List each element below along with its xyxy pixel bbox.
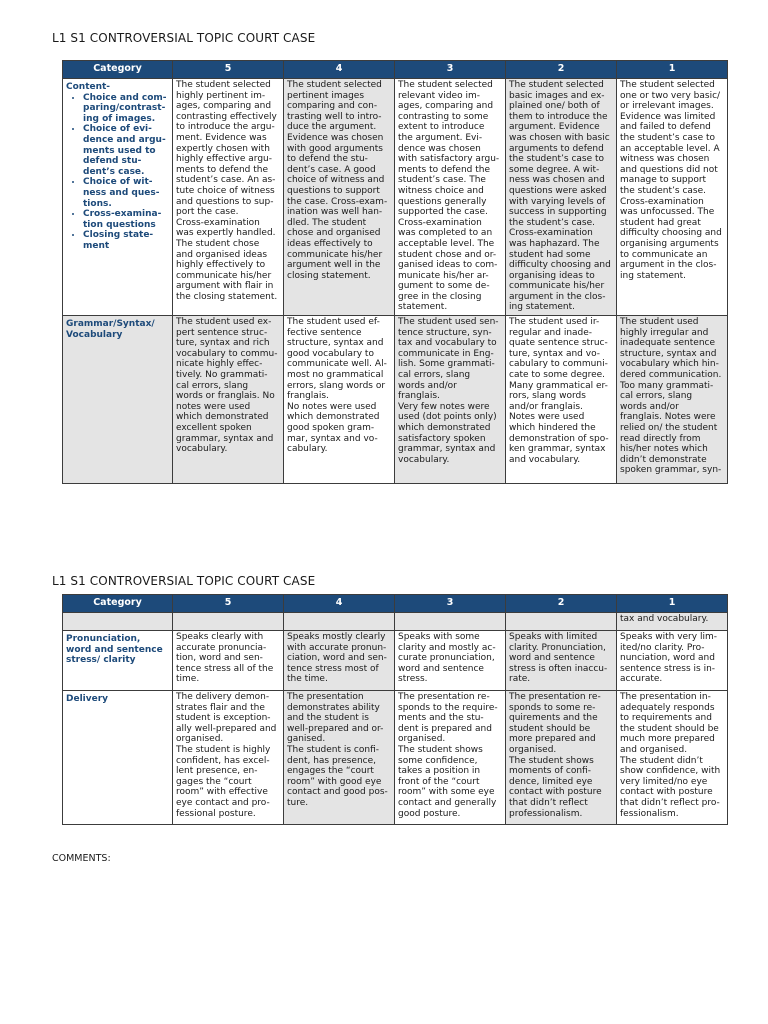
- rubric-table: [62, 594, 728, 825]
- cell-continuation: tax and vocabulary.: [617, 613, 728, 631]
- table-row: [63, 613, 728, 631]
- comments-label: COMMENTS:: [52, 853, 111, 864]
- table-row: [63, 316, 728, 484]
- category-label: Content-: [66, 82, 111, 92]
- cell-score-5: The student selected highly pertinent im- ages, comparing and contrasting effectively to introduce the argu- ment. Evidence was expertly chosen with highly effective argu- ments to defend the student’s case. An as- tute choice of witness and questions to sup- port the case. Cross-examination was expertly handled. The student chose and organised ideas highly effectively to communicate his/her argument with flair in the closing statement.: [173, 79, 284, 316]
- cell-empty: [506, 613, 617, 631]
- table-row: [63, 631, 728, 691]
- header-category: Category: [63, 595, 173, 613]
- header-score-5: 5: [173, 61, 284, 79]
- cell-score-2: The presentation re- sponds to some re- quirements and the student should be more prepared and organised. The student shows moments of confi- dence, limited eye contact with posture that didn’t reflect professionalism.: [506, 691, 617, 825]
- list-item: • Closing state- ment: [83, 230, 169, 251]
- cell-empty: [395, 613, 506, 631]
- list-item: • Choice and com- paring/contrast- ing of images.: [83, 93, 169, 125]
- cell-score-1: Speaks with very lim- ited/no clarity. Pro- nunciation, word and sentence stress is in- accurate.: [617, 631, 728, 691]
- header-score-2: 2: [506, 61, 617, 79]
- header-score-3: 3: [395, 595, 506, 613]
- header-row: [63, 595, 728, 613]
- header-category: Category: [63, 61, 173, 79]
- header-score-2: 2: [506, 595, 617, 613]
- list-item: • Cross-examina- tion questions: [83, 209, 169, 230]
- criteria-list: [66, 93, 169, 252]
- table-row: [63, 79, 728, 316]
- cell-empty: [284, 613, 395, 631]
- rubric-table: [62, 60, 728, 484]
- cell-score-2: The student used ir- regular and inade- quate sentence struc- ture, syntax and vo- cabulary to communi- cate to some degree. Many grammatical er- rors, slang words and/or franglais. Notes were used which hindered the demonstration of spo- ken grammar, syntax and vocabulary.: [506, 316, 617, 484]
- cell-empty: [173, 613, 284, 631]
- cell-empty: [63, 613, 173, 631]
- header-score-4: 4: [284, 595, 395, 613]
- header-score-5: 5: [173, 595, 284, 613]
- list-item: • Choice of evi- dence and argu- ments used to defend stu- dent’s case.: [83, 124, 169, 177]
- cell-score-2: Speaks with limited clarity. Pronunciation, word and sentence stress is often inaccu- rate.: [506, 631, 617, 691]
- page-title: L1 S1 CONTROVERSIAL TOPIC COURT CASE: [52, 574, 316, 588]
- category-delivery: Delivery: [63, 691, 173, 825]
- cell-score-5: The delivery demon- strates flair and the student is exception- ally well-prepared and organised. The student is highly confident, has excel- lent presence, en- gages the “court room” with effective eye contact and pro- fessional posture.: [173, 691, 284, 825]
- header-score-1: 1: [617, 61, 728, 79]
- cell-score-4: Speaks mostly clearly with accurate pronun- ciation, word and sen- tence stress most of the time.: [284, 631, 395, 691]
- cell-score-2: The student selected basic images and ex- plained one/ both of them to introduce the argument. Evidence was chosen with basic arguments to defend the student’s case to some degree. A wit- ness was chosen and questions were asked with varying levels of success in supporting the student’s case. Cross-examination was haphazard. The student had some difficulty choosing and organising ideas to communicate his/her argument in the clos- ing statement.: [506, 79, 617, 316]
- cell-score-4: The student used ef- fective sentence structure, syntax and good vocabulary to communicate well. Al- most no grammatical errors, slang words or franglais. No notes were used which demonstrated good spoken gram- mar, syntax and vo- cabulary.: [284, 316, 395, 484]
- cell-score-3: Speaks with some clarity and mostly ac- curate pronunciation, word and sentence stress.: [395, 631, 506, 691]
- header-score-4: 4: [284, 61, 395, 79]
- cell-score-4: The student selected pertinent images comparing and con- trasting well to intro- duce the argument. Evidence was chosen with good arguments to defend the stu- dent’s case. A good choice of witness and questions to support the case. Cross-exam- ination was well han- dled. The student chose and organised ideas effectively to communicate his/her argument well in the closing statement.: [284, 79, 395, 316]
- cell-score-1: The presentation in- adequately responds to requirements and the student should be much more prepared and organised. The student didn’t show confidence, with very limited/no eye contact with posture that didn’t reflect pro- fessionalism.: [617, 691, 728, 825]
- header-row: [63, 61, 728, 79]
- page-title: L1 S1 CONTROVERSIAL TOPIC COURT CASE: [52, 31, 316, 45]
- cell-score-4: The presentation demonstrates ability and the student is well-prepared and or- ganised. The student is confi- dent, has presence, engages the “court room” with good eye contact and good pos- ture.: [284, 691, 395, 825]
- cell-score-3: The student selected relevant video im- ages, comparing and contrasting to some extent to introduce the argument. Evi- dence was chosen with satisfactory argu- ments to defend the student’s case. The witness choice and questions generally supported the case. Cross-examination was completed to an acceptable level. The student chose and or- ganised ideas to com- municate his/her ar- gument to some de- gree in the closing statement.: [395, 79, 506, 316]
- cell-score-5: Speaks clearly with accurate pronuncia- tion, word and sen- tence stress all of the time.: [173, 631, 284, 691]
- table-row: [63, 691, 728, 825]
- cell-score-1: The student selected one or two very basic/ or irrelevant images. Evidence was limited and failed to defend the student’s case to an acceptable level. A witness was chosen and questions did not manage to support the student’s case. Cross-examination was unfocussed. The student had great difficulty choosing and organising arguments to communicate an argument in the clos- ing statement.: [617, 79, 728, 316]
- list-item: • Choice of wit- ness and ques- tions.: [83, 177, 169, 209]
- cell-score-1: The student used highly irregular and inadequate sentence structure, syntax and vocabulary which hin- dered communication. Too many grammati- cal errors, slang words and/or franglais. Notes were relied on/ the student read directly from his/her notes which didn’t demonstrate spoken grammar, syn-: [617, 316, 728, 484]
- header-score-1: 1: [617, 595, 728, 613]
- cell-score-3: The presentation re- sponds to the require- ments and the stu- dent is prepared and organised. The student shows some confidence, takes a position in front of the “court room” with some eye contact and generally good posture.: [395, 691, 506, 825]
- category-content: [63, 79, 173, 316]
- category-pronunciation: Pronunciation, word and sentence stress/ clarity: [63, 631, 173, 691]
- category-grammar: Grammar/Syntax/ Vocabulary: [63, 316, 173, 484]
- cell-score-3: The student used sen- tence structure, syn- tax and vocabulary to communicate in Eng- lish. Some grammati- cal errors, slang words and/or franglais. Very few notes were used (dot points only) which demonstrated satisfactory spoken grammar, syntax and vocabulary.: [395, 316, 506, 484]
- header-score-3: 3: [395, 61, 506, 79]
- cell-score-5: The student used ex- pert sentence struc- ture, syntax and rich vocabulary to commu- nicate highly effec- tively. No grammati- cal errors, slang words or franglais. No notes were used which demonstrated excellent spoken grammar, syntax and vocabulary.: [173, 316, 284, 484]
